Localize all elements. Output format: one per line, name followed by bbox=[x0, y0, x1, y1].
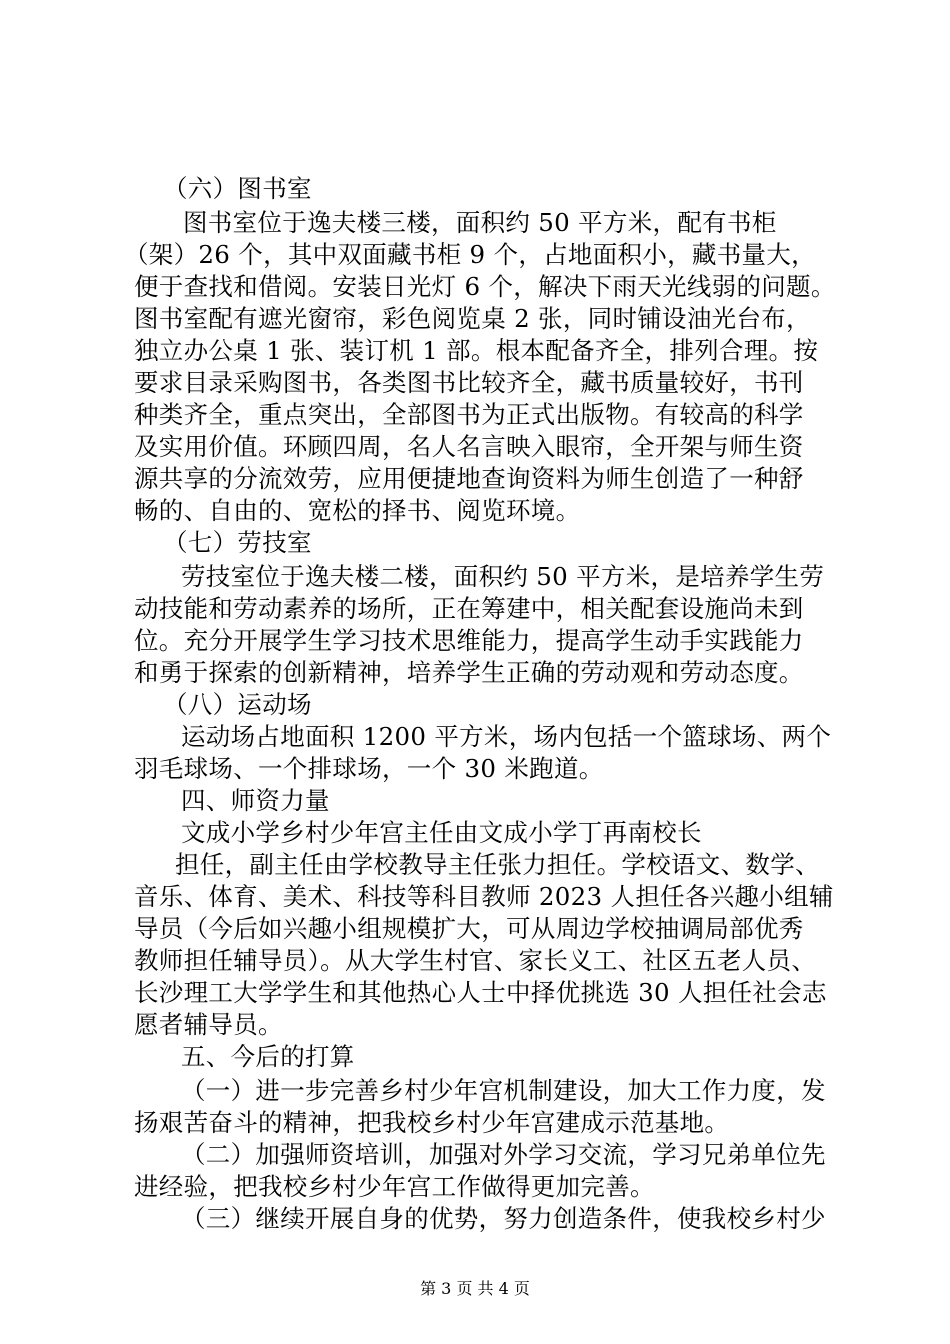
paragraph-line: 要求目录采购图书，各类图书比较齐全，藏书质量较好，书刊 bbox=[134, 368, 804, 397]
paragraph-line: 愿者辅导员。 bbox=[134, 1010, 283, 1039]
section-heading-sports-field: （八）运动场 bbox=[163, 690, 312, 719]
paragraph-line: 图书室位于逸夫楼三楼，面积约 50 平方米，配有书柜 bbox=[183, 208, 777, 237]
paragraph-line: 源共享的分流效劳，应用便捷地查询资料为师生创造了一种舒 bbox=[134, 464, 804, 493]
paragraph-line: 导员（今后如兴趣小组规模扩大，可从周边学校抽调局部优秀 bbox=[134, 914, 804, 943]
paragraph-line: （一）进一步完善乡村少年宫机制建设，加大工作力度，发 bbox=[181, 1076, 826, 1105]
section-heading-library: （六）图书室 bbox=[163, 174, 312, 203]
paragraph-line: 便于查找和借阅。安装日光灯 6 个，解决下雨天光线弱的问题。 bbox=[134, 272, 836, 301]
paragraph-line: 进经验，把我校乡村少年宫工作做得更加完善。 bbox=[134, 1172, 655, 1201]
paragraph-line: 羽毛球场、一个排球场，一个 30 米跑道。 bbox=[134, 754, 604, 783]
section-heading-workshop: （七）劳技室 bbox=[163, 528, 312, 557]
paragraph-line: 和勇于探索的创新精神，培养学生正确的劳动观和劳动态度。 bbox=[134, 658, 804, 687]
paragraph-line: 教师担任辅导员）。从大学生村官、家长义工、社区五老人员、 bbox=[134, 946, 817, 975]
paragraph-line: 音乐、体育、美术、科技等科目教师 2023 人担任各兴趣小组辅 bbox=[134, 882, 834, 911]
paragraph-line: 文成小学乡村少年宫主任由文成小学丁再南校长 bbox=[181, 818, 702, 847]
paragraph-line: 图书室配有遮光窗帘，彩色阅览桌 2 张，同时铺设油光台布， bbox=[134, 304, 811, 333]
section-heading-future-plans: 五、今后的打算 bbox=[181, 1042, 355, 1071]
paragraph-line: 劳技室位于逸夫楼二楼，面积约 50 平方米，是培养学生劳 bbox=[181, 562, 825, 591]
paragraph-line: 运动场占地面积 1200 平方米，场内包括一个篮球场、两个 bbox=[181, 722, 832, 751]
paragraph-line: 及实用价值。环顾四周，名人名言映入眼帘，全开架与师生资 bbox=[134, 432, 804, 461]
section-heading-teachers: 四、师资力量 bbox=[181, 786, 330, 815]
paragraph-line: 扬艰苦奋斗的精神，把我校乡村少年宫建成示范基地。 bbox=[134, 1108, 730, 1137]
paragraph-line: 畅的、自由的、宽松的择书、阅览环境。 bbox=[134, 496, 581, 525]
page-number-footer: 第 3 页 共 4 页 bbox=[420, 1279, 530, 1298]
paragraph-line: 动技能和劳动素养的场所，正在筹建中，相关配套设施尚未到 bbox=[134, 594, 804, 623]
paragraph-line: （二）加强师资培训，加强对外学习交流，学习兄弟单位先 bbox=[181, 1140, 826, 1169]
paragraph-line: 位。充分开展学生学习技术思维能力，提高学生动手实践能力 bbox=[134, 626, 804, 655]
paragraph-line: 种类齐全，重点突出，全部图书为正式出版物。有较高的科学 bbox=[134, 400, 804, 429]
paragraph-line: （三）继续开展自身的优势，努力创造条件，使我校乡村少 bbox=[181, 1204, 826, 1233]
paragraph-line: 长沙理工大学学生和其他热心人士中择优挑选 30 人担任社会志 bbox=[134, 978, 827, 1007]
paragraph-line: 担任，副主任由学校教导主任张力担任。学校语文、数学、 bbox=[175, 850, 820, 879]
paragraph-line: 独立办公桌 1 张、装订机 1 部。根本配备齐全，排列合理。按 bbox=[134, 336, 819, 365]
paragraph-line: （架）26 个，其中双面藏书柜 9 个，占地面积小，藏书量大， bbox=[124, 240, 816, 269]
